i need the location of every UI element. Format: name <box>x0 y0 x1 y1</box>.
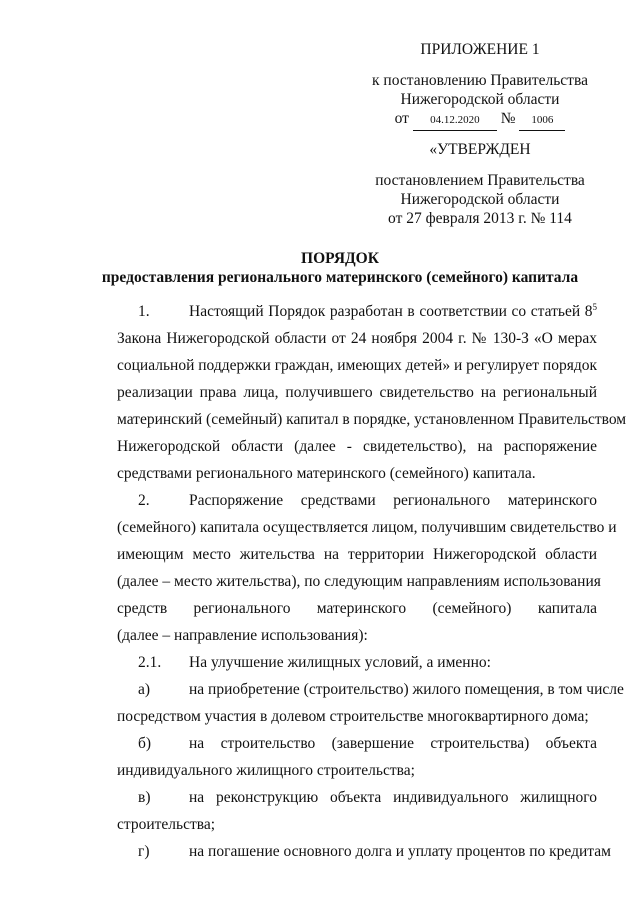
item-a-line-2: посредством участия в долевом строительстве многоквартирного дома; <box>117 708 589 725</box>
p1-line-4: реализации права лица, получившего свидетельство на региональный <box>117 384 597 401</box>
appendix-title: ПРИЛОЖЕНИЕ 1 <box>420 41 540 58</box>
p1-line-5: материнский (семейный) капитал в порядке, установленном Правительством <box>117 411 627 428</box>
appendix-number: 1006 <box>519 111 565 131</box>
appendix-line-2: Нижегородской области <box>400 91 560 108</box>
item-b-line-1: б) на строительство (завершение строительства) объекта <box>117 731 597 757</box>
p1-number: 1. <box>138 303 150 320</box>
p2-line-4: (далее – место жительства), по следующим направлениям использования <box>117 573 601 590</box>
item-v-number: в) <box>138 789 151 806</box>
item-b-line-2: индивидуального жилищного строительства; <box>117 762 415 779</box>
item-v-line-1: в) на реконструкцию объекта индивидуального жилищного <box>117 785 597 811</box>
approved-line-1: постановлением Правительства <box>375 172 585 189</box>
title-main: ПОРЯДОК <box>301 250 379 267</box>
item-b-number: б) <box>138 735 152 752</box>
approved-block <box>360 140 600 228</box>
p1-line-1: 1. Настоящий Порядок разработан в соответствии со статьей $8^5$ <box>117 299 597 325</box>
p2-line-1: 2. Распоряжение средствами регионального материнского <box>117 488 597 514</box>
p2-line-2: (семейного) капитала осуществляется лицом, получившим свидетельство и <box>117 519 617 536</box>
p1-line-7: средствами регионального материнского (семейного) капитала. <box>117 465 536 482</box>
p1-line-6: Нижегородской области (далее - свидетельство), на распоряжение <box>117 438 597 455</box>
appendix-block <box>360 40 600 131</box>
appendix-date-line <box>360 109 600 131</box>
approved-line-3: от 27 февраля 2013 г. № 114 <box>388 210 572 227</box>
appendix-line-1: к постановлению Правительства <box>372 72 588 89</box>
appendix-no-label: № <box>500 110 516 127</box>
p2-line-3: имеющим место жительства на территории Нижегородской области <box>117 546 597 563</box>
appendix-date: 04.12.2020 <box>413 111 497 131</box>
approved-line-2: Нижегородской области <box>400 191 560 208</box>
document-title <box>100 249 580 287</box>
p2-line-6: (далее – направление использования): <box>117 627 368 644</box>
item-a-number: а) <box>138 681 151 698</box>
appendix-from-label: от <box>394 110 409 127</box>
p2-number: 2. <box>138 492 150 509</box>
p2-line-5: средств регионального материнского (семейного) капитала <box>117 600 597 617</box>
approved-heading: «УТВЕРЖДЕН <box>429 141 531 158</box>
item-a-line-1: а) на приобретение (строительство) жилого помещения, в том числе <box>117 677 597 703</box>
p21-number: 2.1. <box>138 654 162 671</box>
p1-line-3: социальной поддержки граждан, имеющих детей» и регулирует порядок <box>117 357 597 374</box>
p1-superscript: 5 <box>592 302 597 312</box>
title-sub: предоставления регионального материнского (семейного) капитала <box>101 269 579 286</box>
p1-line-2: Закона Нижегородской области от 24 ноября 2004 г. № 130-З «О мерах <box>117 330 597 347</box>
item-g-number: г) <box>138 843 150 860</box>
item-g-line-1: г) на погашение основного долга и уплату процентов по кредитам <box>117 839 597 865</box>
p21-line-1: 2.1. На улучшение жилищных условий, а именно: <box>117 650 597 676</box>
item-v-line-2: строительства; <box>117 816 216 833</box>
